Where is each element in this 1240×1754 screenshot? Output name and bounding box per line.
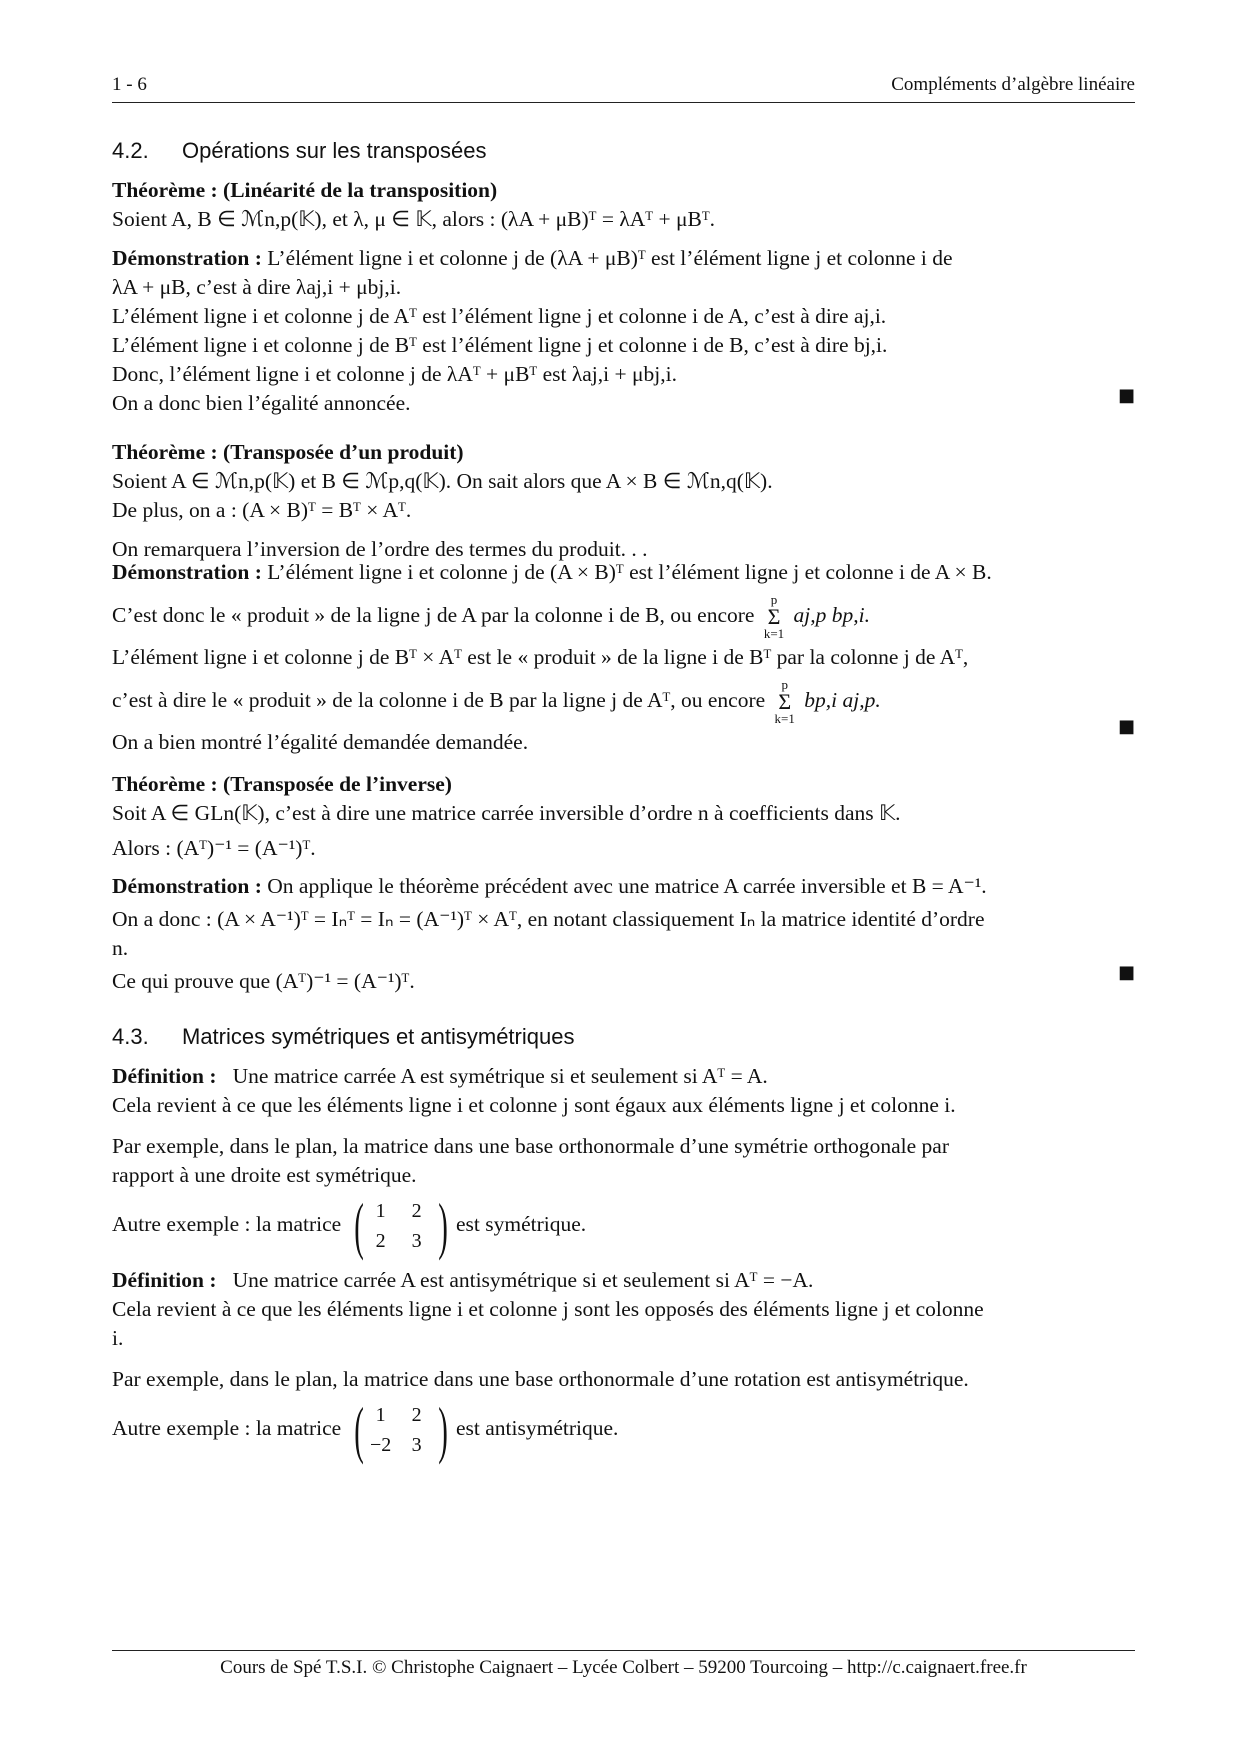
definition-antisymmetric <box>112 1266 1135 1465</box>
page-header <box>112 72 1135 103</box>
proof-line: λA + μB, c’est à dire λaj,i + μbj,i. <box>112 275 402 299</box>
right-paren: ) <box>437 1190 448 1261</box>
sum-symbol: p Σ k=1 <box>774 677 795 726</box>
matrix-cell: −2 <box>369 1434 392 1456</box>
definition-statement: Une matrice carrée A est symétrique si et seulement si Aᵀ = A. <box>232 1064 768 1088</box>
sum-term: bp,i aj,p. <box>804 687 881 712</box>
section-heading-4-2 <box>112 138 487 164</box>
proof-line: On a bien montré l’égalité demandée demandée. <box>112 730 529 754</box>
page-footer <box>112 1650 1135 1679</box>
section-number: 4.2. <box>112 138 149 163</box>
proof-line: n. <box>112 936 129 960</box>
proof-line: L’élément ligne i et colonne j de Bᵀ est l’élément ligne j et colonne i de B, c’est à dire bj,i. <box>112 333 888 357</box>
proof-linearity <box>112 244 1135 418</box>
theorem-statement: Soit A ∈ GLn(𝕂), c’est à dire une matrice carrée inversible d’ordre n à coefficients dans 𝕂. <box>112 801 901 825</box>
proof-label: Démonstration : <box>112 560 262 584</box>
sum-symbol: p Σ k=1 <box>763 592 785 641</box>
example-text: est symétrique. <box>455 1211 587 1236</box>
theorem-name: (Linéarité de la transposition) <box>223 178 498 202</box>
proof-line: Donc, l’élément ligne i et colonne j de λAᵀ + μBᵀ est λaj,i + μbj,i. <box>112 362 677 386</box>
proof-line: C’est donc le « produit » de la ligne j de A par la colonne i de B, ou encore <box>112 602 755 627</box>
proof-line: On applique le théorème précédent avec une matrice A carrée inversible et B = A⁻¹. <box>267 874 987 898</box>
definition-statement: Cela revient à ce que les éléments ligne i et colonne j sont les opposés des éléments ligne j et colonne <box>112 1297 984 1321</box>
theorem-label: Théorème : <box>112 178 218 202</box>
matrix-cell: 1 <box>375 1404 386 1426</box>
definition-label: Définition : <box>112 1268 217 1292</box>
matrix-cell: 3 <box>411 1230 422 1252</box>
matrix-cell: 2 <box>375 1230 386 1252</box>
matrix-grid <box>363 1196 435 1256</box>
sum-upper: p <box>770 592 778 607</box>
section-title: Matrices symétriques et antisymétriques <box>182 1024 575 1049</box>
matrix-cell: 1 <box>375 1200 386 1222</box>
definition-statement: i. <box>112 1326 124 1350</box>
sum-upper: p <box>781 677 788 692</box>
proof-line: L’élément ligne i et colonne j de (A × B)ᵀ est l’élément ligne j et colonne i de A × B. <box>267 560 992 584</box>
qed-mark: ■ <box>1117 385 1135 406</box>
proof-line: On a donc : (A × A⁻¹)ᵀ = Iₙᵀ = Iₙ = (A⁻¹)ᵀ × Aᵀ, en notant classiquement Iₙ la matrice identité d’ordre <box>112 907 985 931</box>
matrix-symmetric <box>351 1190 448 1261</box>
matrix-antisymmetric <box>351 1394 448 1465</box>
left-paren: ( <box>353 1190 364 1261</box>
proof-product <box>112 558 1135 757</box>
theorem-statement: De plus, on a : (A × B)ᵀ = Bᵀ × Aᵀ. <box>112 498 412 522</box>
example-text: rapport à une droite est symétrique. <box>112 1163 417 1187</box>
remark: On remarquera l’inversion de l’ordre des termes du produit. . . <box>112 537 648 561</box>
matrix-cell: 3 <box>411 1434 422 1456</box>
sum-term: aj,p bp,i. <box>793 602 870 627</box>
theorem-label: Théorème : <box>112 440 218 464</box>
proof-label: Démonstration : <box>112 874 262 898</box>
definition-symmetric <box>112 1062 1135 1261</box>
left-paren: ( <box>353 1394 364 1465</box>
matrix-cell: 2 <box>411 1404 422 1426</box>
theorem-statement: Soient A ∈ ℳn,p(𝕂) et B ∈ ℳp,q(𝕂). On sait alors que A × B ∈ ℳn,q(𝕂). <box>112 469 773 493</box>
theorem-inverse <box>112 770 1135 863</box>
chapter-title: Compléments d’algèbre linéaire <box>891 74 1135 95</box>
theorem-label: Théorème : <box>112 772 218 796</box>
theorem-product <box>112 438 1135 564</box>
definition-label: Définition : <box>112 1064 217 1088</box>
matrix-grid <box>363 1400 435 1460</box>
sum-lower: k=1 <box>763 626 785 641</box>
theorem-linearity <box>112 176 1135 234</box>
definition-statement: Une matrice carrée A est antisymétrique si et seulement si Aᵀ = −A. <box>232 1268 814 1292</box>
section-heading-4-3 <box>112 1024 574 1050</box>
qed-mark: ■ <box>1117 716 1135 737</box>
matrix-cell: 2 <box>411 1200 422 1222</box>
theorem-name: (Transposée d’un produit) <box>223 440 464 464</box>
sum-lower: k=1 <box>774 711 795 726</box>
proof-line: c’est à dire le « produit » de la colonne i de B par la ligne j de Aᵀ, ou encore <box>112 687 766 712</box>
example-text: Autre exemple : la matrice <box>112 1415 342 1440</box>
right-paren: ) <box>437 1394 448 1465</box>
proof-inverse <box>112 872 1135 996</box>
footer-text: Cours de Spé T.S.I. © Christophe Caignaert – Lycée Colbert – 59200 Tourcoing – http://c.caignaert.free.fr <box>220 1657 1027 1678</box>
page-number: 1 - 6 <box>112 74 147 95</box>
qed-mark: ■ <box>1117 962 1135 983</box>
proof-line: Ce qui prouve que (Aᵀ)⁻¹ = (A⁻¹)ᵀ. <box>112 969 415 993</box>
section-title: Opérations sur les transposées <box>182 138 487 163</box>
definition-statement: Cela revient à ce que les éléments ligne i et colonne j sont égaux aux éléments ligne j et colonne i. <box>112 1093 956 1117</box>
proof-line: L’élément ligne i et colonne j de (λA + μB)ᵀ est l’élément ligne j et colonne i de <box>267 246 953 270</box>
theorem-statement: Soient A, B ∈ ℳn,p(𝕂), et λ, μ ∈ 𝕂, alors : (λA + μB)ᵀ = λAᵀ + μBᵀ. <box>112 207 715 231</box>
theorem-statement: Alors : (Aᵀ)⁻¹ = (A⁻¹)ᵀ. <box>112 836 316 860</box>
proof-line: L’élément ligne i et colonne j de Aᵀ est l’élément ligne j et colonne i de A, c’est à dire aj,i. <box>112 304 887 328</box>
example-text: est antisymétrique. <box>455 1415 619 1440</box>
proof-line: On a donc bien l’égalité annoncée. <box>112 391 411 415</box>
theorem-name: (Transposée de l’inverse) <box>223 772 452 796</box>
example-text: Autre exemple : la matrice <box>112 1211 342 1236</box>
example-text: Par exemple, dans le plan, la matrice dans une base orthonormale d’une rotation est antisymétrique. <box>112 1367 969 1391</box>
proof-label: Démonstration : <box>112 246 262 270</box>
section-number: 4.3. <box>112 1024 149 1049</box>
example-text: Par exemple, dans le plan, la matrice dans une base orthonormale d’une symétrie orthogonale par <box>112 1134 950 1158</box>
proof-line: L’élément ligne i et colonne j de Bᵀ × Aᵀ est le « produit » de la ligne i de Bᵀ par la colonne j de Aᵀ, <box>112 645 969 669</box>
